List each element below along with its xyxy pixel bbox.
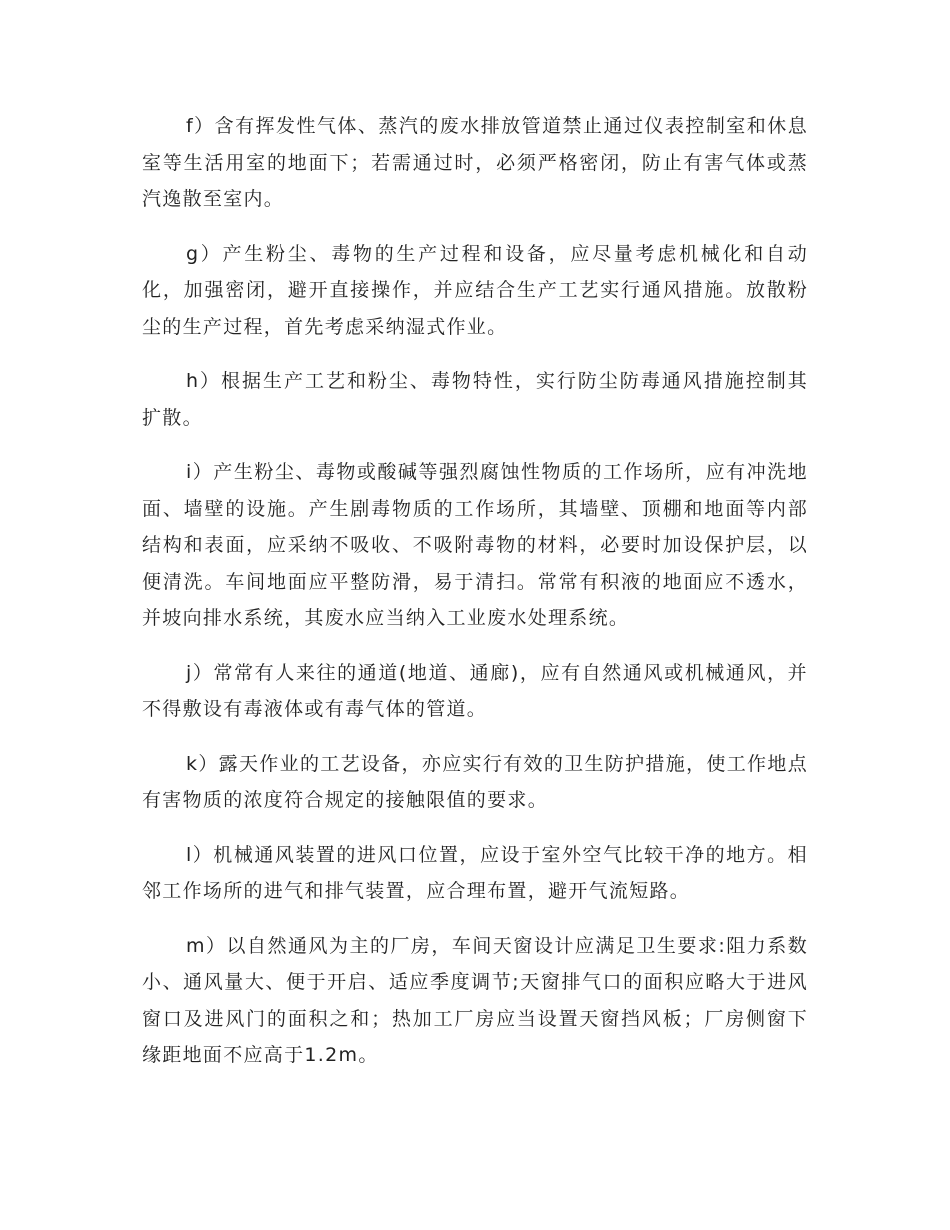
paragraph-j: j）常常有人来往的通道(地道、通廊)，应有自然通风或机械通风，并不得敷设有毒液体或有毒气体的管道。 xyxy=(142,661,808,720)
paragraph-l: l）机械通风装置的进风口位置，应设于室外空气比较干净的地方。相邻工作场所的进气和排气装置，应合理布置，避开气流短路。 xyxy=(142,843,808,902)
paragraph-g: g）产生粉尘、毒物的生产过程和设备，应尽量考虑机械化和自动化，加强密闭，避开直接操作，并应结合生产工艺实行通风措施。放散粉尘的生产过程，首先考虑采纳湿式作业。 xyxy=(142,242,808,338)
document-body xyxy=(142,108,808,1092)
paragraph-h: h）根据生产工艺和粉尘、毒物特性，实行防尘防毒通风措施控制其扩散。 xyxy=(142,370,808,429)
paragraph-i: i）产生粉尘、毒物或酸碱等强烈腐蚀性物质的工作场所，应有冲洗地面、墙壁的设施。产生剧毒物质的工作场所，其墙壁、顶棚和地面等内部结构和表面，应采纳不吸收、不吸附毒物的材料，必要时加设保护层，以便清洗。车间地面应平整防滑，易于清扫。常常有积液的地面应不透水，并坡向排水系统，其废水应当纳入工业废水处理系统。 xyxy=(142,461,808,629)
paragraph-f: f）含有挥发性气体、蒸汽的废水排放管道禁止通过仪表控制室和休息室等生活用室的地面下；若需通过时，必须严格密闭，防止有害气体或蒸汽逸散至室内。 xyxy=(142,115,808,210)
paragraph-k: k）露天作业的工艺设备，亦应实行有效的卫生防护措施，使工作地点有害物质的浓度符合规定的接触限值的要求。 xyxy=(142,752,808,811)
paragraph-m: m）以自然通风为主的厂房，车间天窗设计应满足卫生要求:阻力系数小、通风量大、便于开启、适应季度调节;天窗排气口的面积应略大于进风窗口及进风门的面积之和；热加工厂房应当设置天窗挡风板；厂房侧窗下缘距地面不应高于1.2m。 xyxy=(142,934,808,1066)
